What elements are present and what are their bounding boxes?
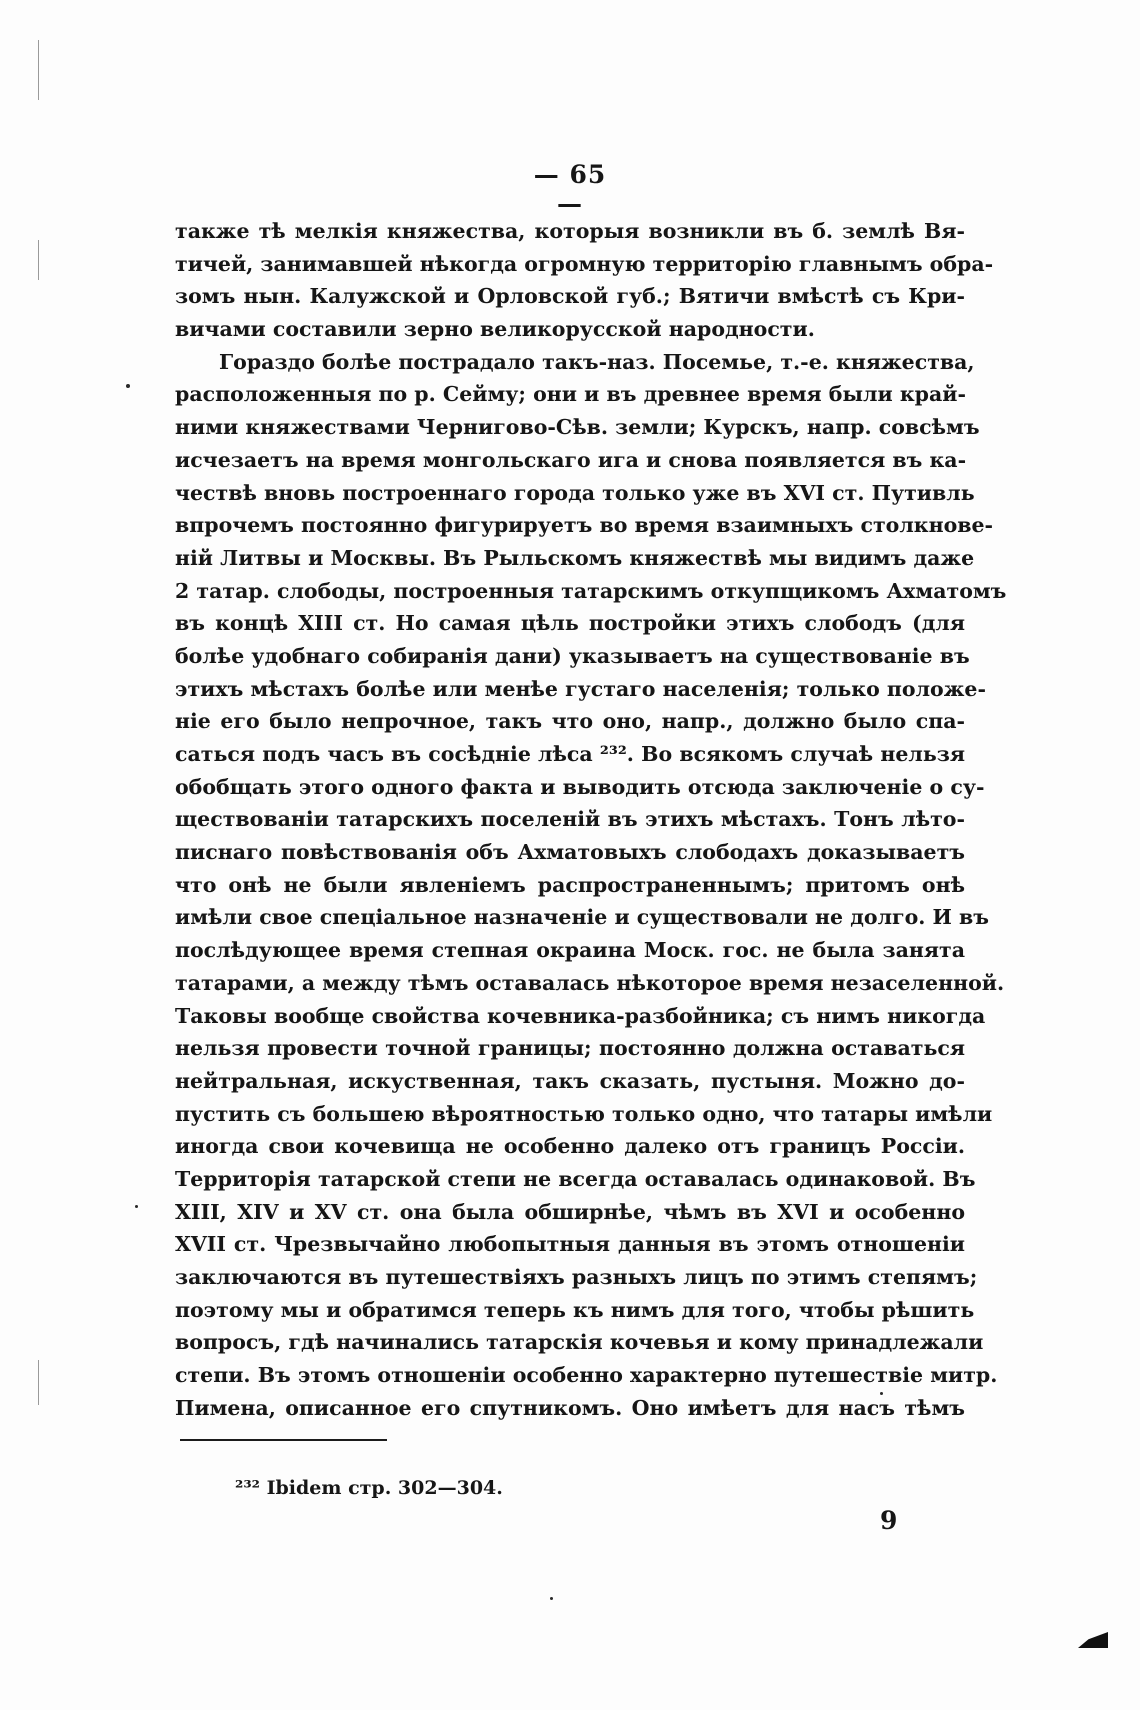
- ink-speck: [880, 1392, 883, 1395]
- text-line: вопросъ, гдѣ начинались татарскія кочевья и кому принадлежали: [175, 1330, 984, 1355]
- text-line: ніе его было непрочное, такъ что оно, напр., должно было спа-: [175, 709, 965, 734]
- page-corner-fragment: [1078, 1632, 1108, 1648]
- text-line: ществованіи татарскихъ поселеній въ этихъ мѣстахъ. Тонъ лѣто-: [175, 807, 965, 832]
- text-line: ними княжествами Чернигово-Сѣв. земли; Курскъ, напр. совсѣмъ: [175, 415, 980, 440]
- text-line: пустить съ большею вѣроятностью только одно, что татары имѣли: [175, 1101, 993, 1126]
- text-line: послѣдующее время степная окраина Моск. гос. не была занята: [175, 938, 965, 963]
- text-line: зомъ нын. Калужской и Орловской губ.; Вятичи вмѣстѣ съ Кри-: [175, 284, 965, 309]
- text-line: въ концѣ XIII ст. Но самая цѣль постройки этихъ слободъ (для: [175, 611, 965, 636]
- footnote-text: Ibidem стр. 302—304.: [266, 1477, 503, 1499]
- text-line: писнаго повѣствованія объ Ахматовыхъ слободахъ доказываетъ: [175, 840, 965, 865]
- text-line: поэтому мы и обратимся теперь къ нимъ для того, чтобы рѣшить: [175, 1297, 975, 1322]
- text-line: имѣли свое спеціальное назначеніе и существовали не долго. И въ: [175, 905, 990, 930]
- footnote-separator: [180, 1439, 387, 1441]
- text-line: чествѣ вновь построеннаго города только уже въ XVI ст. Путивль: [175, 480, 975, 505]
- ink-speck: [550, 1597, 553, 1600]
- text-line: нельзя провести точной границы; постоянно должна оставаться: [175, 1036, 965, 1061]
- ink-speck: [135, 1205, 138, 1208]
- text-line: обобщать этого одного факта и выводить отсюда заключеніе о су-: [175, 774, 985, 799]
- footnote-marker: ²³²: [235, 1477, 260, 1499]
- text-line: также тѣ мелкія княжества, которыя возникли въ б. землѣ Вя-: [175, 219, 965, 243]
- text-line: расположенныя по р. Сейму; они и въ древнее время были край-: [175, 382, 966, 407]
- page-number: — 65 —: [533, 160, 607, 218]
- scan-edge-mark: [38, 240, 39, 280]
- text-line: этихъ мѣстахъ болѣе или менѣе густаго населенія; только положе-: [175, 676, 986, 701]
- body-text: [175, 215, 1007, 1424]
- text-line: впрочемъ постоянно фигурируетъ во время взаимныхъ столкнове-: [175, 513, 994, 538]
- text-line: 2 татар. слободы, построенныя татарскимъ откупщикомъ Ахматомъ: [175, 578, 1007, 603]
- text-line: тичей, занимавшей нѣкогда огромную территорію главнымъ обра-: [175, 251, 994, 276]
- text-line: иногда свои кочевища не особенно далеко отъ границъ Россіи.: [175, 1134, 965, 1159]
- text-line: нейтральная, искуственная, такъ сказать, пустыня. Можно до-: [175, 1068, 965, 1093]
- text-line: болѣе удобнаго собиранія дани) указываетъ на существованіе въ: [175, 643, 970, 668]
- scan-edge-mark: [38, 1360, 39, 1405]
- text-line-with-footnote-ref: саться подъ часъ въ сосѣдніе лѣса ²³². Во всякомъ случаѣ нельзя: [175, 742, 965, 766]
- scan-edge-mark: [38, 40, 39, 100]
- text-line: Территорія татарской степи не всегда оставалась одинаковой. Въ: [175, 1166, 976, 1191]
- text-line: исчезаетъ на время монгольскаго ига и снова появляется въ ка-: [175, 447, 967, 472]
- footnote: [235, 1477, 503, 1499]
- text-line: Пимена, описанное его спутникомъ. Оно имѣетъ для насъ тѣмъ: [175, 1395, 965, 1420]
- text-line: заключаются въ путешествіяхъ разныхъ лицъ по этимъ степямъ;: [175, 1265, 978, 1289]
- text-line: ній Литвы и Москвы. Въ Рыльскомъ княжествѣ мы видимъ даже: [175, 545, 975, 570]
- text-line: что онѣ не были явленіемъ распространеннымъ; притомъ онѣ: [175, 872, 965, 897]
- text-line: XIII, XIV и XV ст. она была обширнѣе, чѣмъ въ XVI и особенно: [175, 1199, 965, 1224]
- ink-speck: [126, 384, 130, 388]
- text-line: степи. Въ этомъ отношеніи особенно характерно путешествіе митр.: [175, 1363, 998, 1388]
- signature-mark: 9: [880, 1506, 898, 1535]
- text-line: татарами, а между тѣмъ оставалась нѣкоторое время незаселенной.: [175, 970, 1005, 995]
- text-line: Таковы вообще свойства кочевника-разбойника; съ нимъ никогда: [175, 1003, 986, 1028]
- text-line: XVII ст. Чрезвычайно любопытныя данныя въ этомъ отношеніи: [175, 1232, 965, 1257]
- paragraph-start-line: Гораздо болѣе пострадало такъ-наз. Посемье, т.-е. княжества,: [219, 349, 975, 374]
- text-line: вичами составили зерно великорусской народности.: [175, 317, 815, 342]
